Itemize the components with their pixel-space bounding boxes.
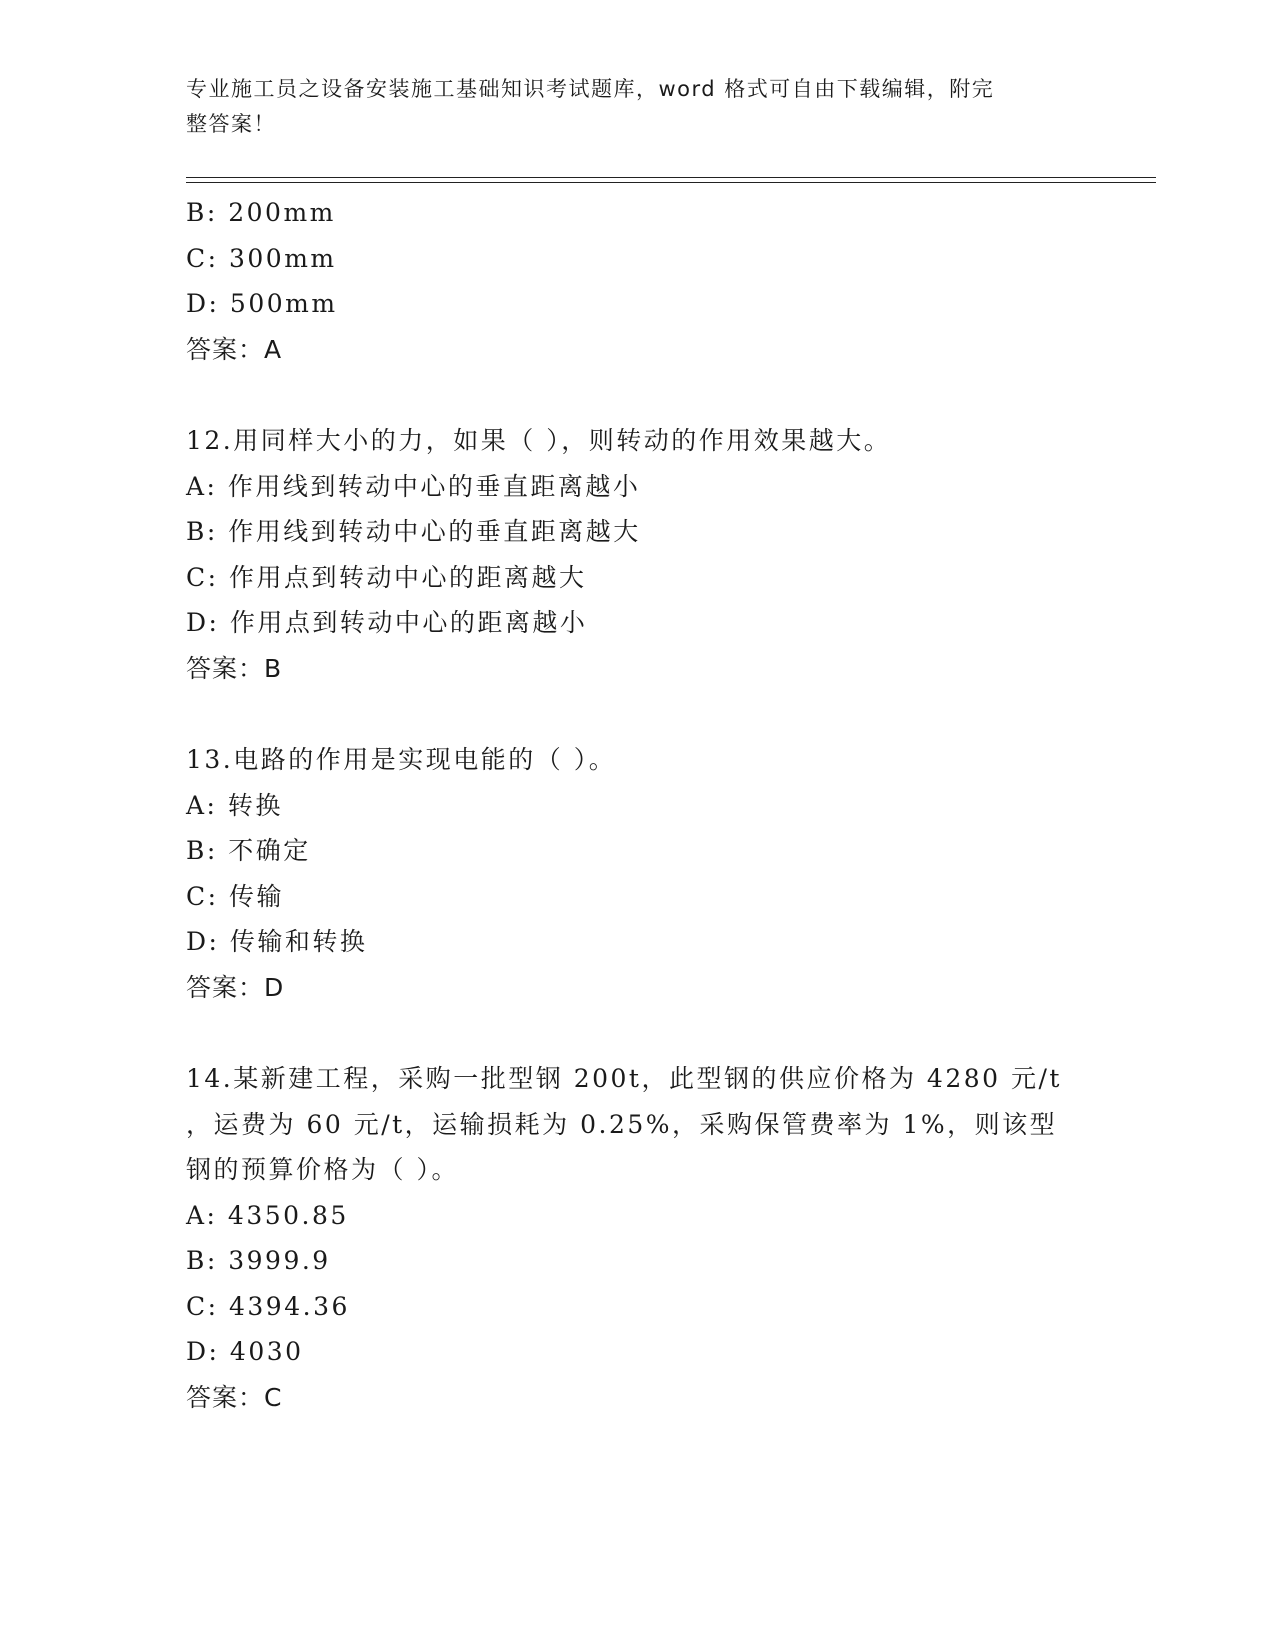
spacer bbox=[186, 1010, 1086, 1056]
option-c: C: 4394.36 bbox=[186, 1291, 350, 1321]
question-12 bbox=[186, 418, 1086, 691]
spacer bbox=[186, 372, 1086, 418]
question-stem: 13.电路的作用是实现电能的（ ）。 bbox=[186, 745, 617, 774]
option-d: D: 作用点到转动中心的距离越小 bbox=[186, 608, 588, 637]
answer: 答案：D bbox=[186, 972, 285, 1002]
option-d: D: 4030 bbox=[186, 1337, 304, 1366]
option-c: C: 300mm bbox=[186, 243, 337, 273]
option-b: B: 3999.9 bbox=[186, 1246, 331, 1275]
header-line-2: 整答案！ bbox=[186, 112, 276, 136]
question-14 bbox=[186, 1056, 1086, 1420]
option-c: C: 作用点到转动中心的距离越大 bbox=[186, 562, 587, 592]
option-d: D: 500mm bbox=[186, 289, 338, 318]
header-line-1: 专业施工员之设备安装施工基础知识考试题库，word 格式可自由下载编辑，附完 bbox=[186, 77, 995, 101]
option-a: A: 作用线到转动中心的垂直距离越小 bbox=[186, 471, 641, 501]
option-b: B: 作用线到转动中心的垂直距离越大 bbox=[186, 517, 641, 546]
question-stem-line-3: 钢的预算价格为（ ）。 bbox=[186, 1155, 459, 1184]
question-11 bbox=[186, 190, 1086, 372]
answer: 答案：C bbox=[186, 1382, 283, 1412]
answer: 答案：A bbox=[186, 334, 283, 364]
header-divider-bottom bbox=[186, 182, 1156, 183]
spacer bbox=[186, 691, 1086, 737]
option-a: A: 转换 bbox=[186, 790, 283, 820]
question-list bbox=[186, 190, 1086, 1420]
option-a: A: 4350.85 bbox=[186, 1200, 349, 1230]
option-d: D: 传输和转换 bbox=[186, 927, 368, 956]
option-c: C: 传输 bbox=[186, 881, 284, 911]
document-header bbox=[186, 72, 1076, 142]
option-b: B: 不确定 bbox=[186, 836, 311, 865]
header-divider-top bbox=[186, 177, 1156, 178]
answer: 答案：B bbox=[186, 653, 283, 683]
question-13 bbox=[186, 737, 1086, 1010]
question-stem-line-2: ，运费为 60 元/t，运输损耗为 0.25%，采购保管费率为 1%，则该型 bbox=[186, 1109, 1058, 1139]
question-stem: 12.用同样大小的力，如果（ ），则转动的作用效果越大。 bbox=[186, 426, 892, 455]
option-b: B: 200mm bbox=[186, 198, 336, 227]
question-stem-line-1: 14.某新建工程，采购一批型钢 200t，此型钢的供应价格为 4280 元/t bbox=[186, 1064, 1062, 1093]
